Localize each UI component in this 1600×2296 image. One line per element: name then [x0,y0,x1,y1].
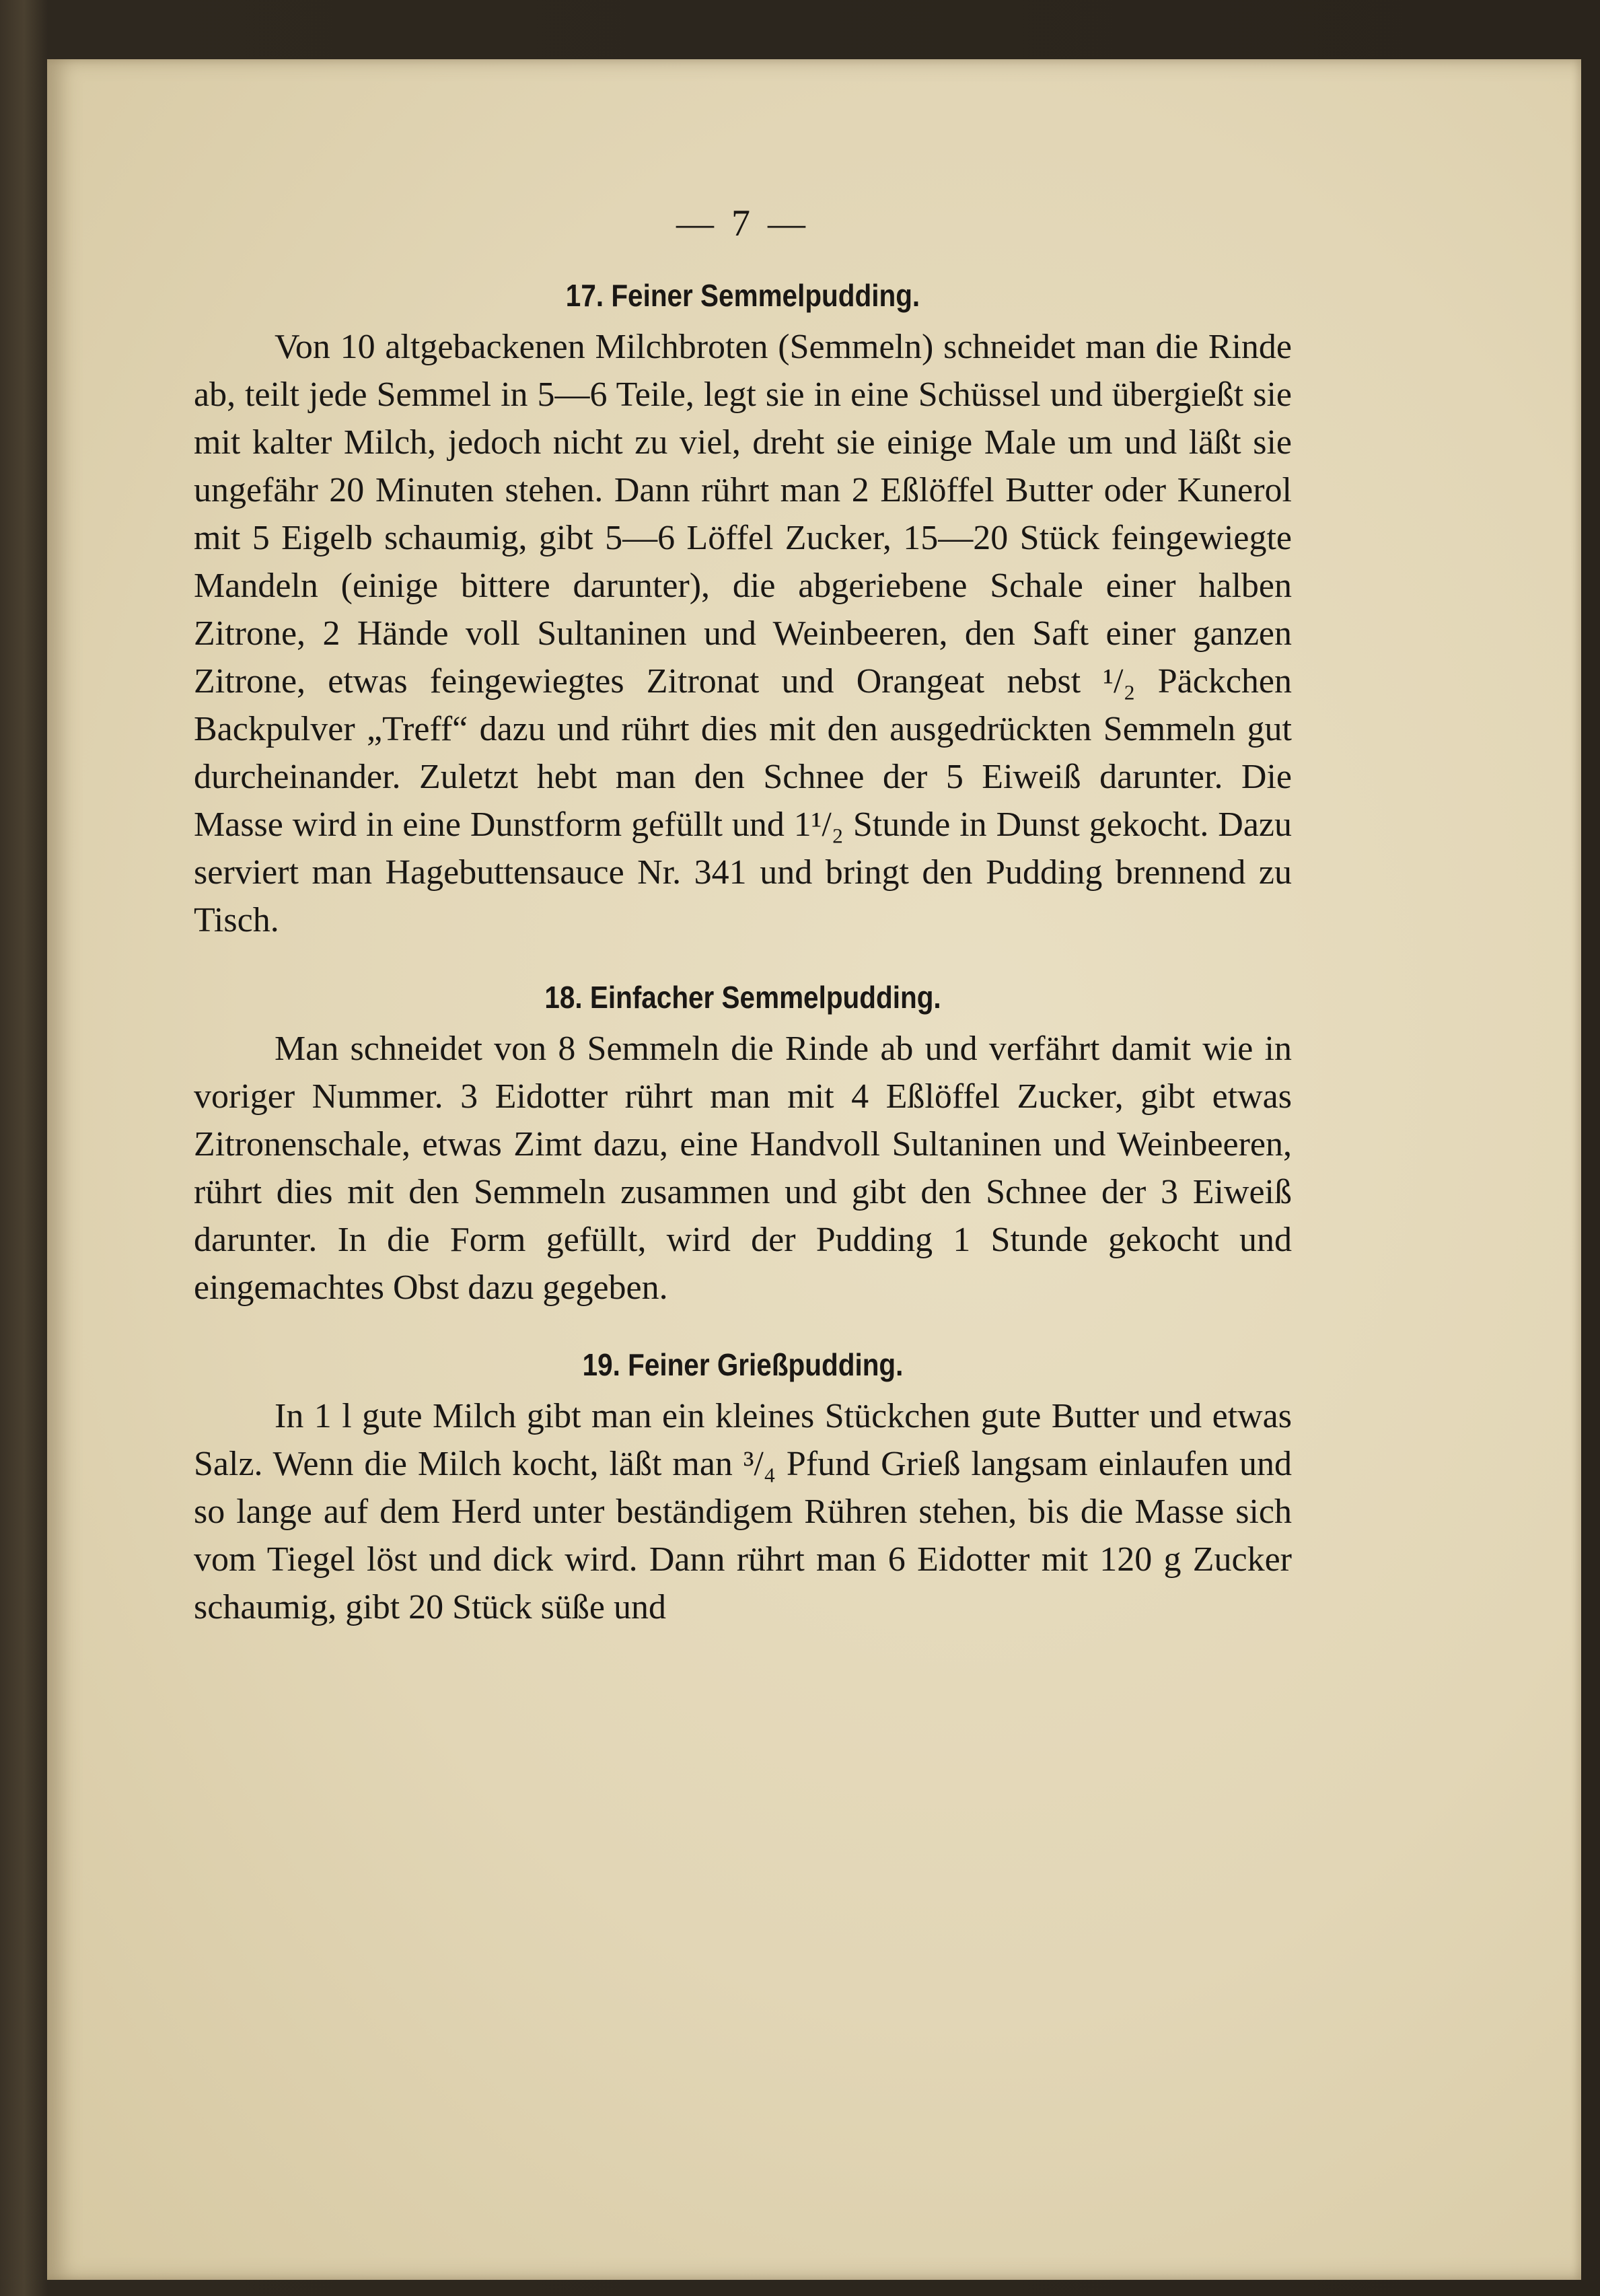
recipe-text: Von 10 altgebackenen Milchbroten (Semmeln) schneidet man die Rinde ab, teilt jede Semmel in 5—6 Teile, legt sie in eine Schüssel und übergießt sie mit kalter Milch, jedoch nicht zu viel, dreht sie einige Male um und läßt sie ungefähr 20 Minuten stehen. Dann rührt man 2 Eßlöffel Butter oder Kunerol mit 5 Eigelb schaumig, gibt 5—6 Löffel Zucker, 15—20 Stück feingewiegte Mandeln (einige bittere darunter), die abgeriebene Schale einer halben Zitrone, 2 Hände voll Sultaninen und Weinbeeren, den Saft einer ganzen Zitrone, etwas feingewiegtes Zitronat und Orangeat nebst ¹/₂ Päckchen Backpulver „Treff“ dazu und rührt dies mit den ausgedrückten Semmeln gut durcheinander. Zuletzt hebt man den Schnee der 5 Eiweiß darunter. Die Masse wird in eine Dunstform gefüllt und 1¹/₂ Stunde in Dunst gekocht. Dazu serviert man Hagebuttensauce Nr. 341 und bringt den Pudding brennend zu Tisch. [194,328,1292,939]
recipe-17 [194,272,1292,944]
recipe-heading: 19. Feiner Grießpudding. [582,1347,904,1382]
page-content [194,202,1292,1661]
recipe-text: Man schneidet von 8 Semmeln die Rinde ab und verfährt damit wie in voriger Nummer. 3 Eidotter rührt man mit 4 Eßlöffel Zucker, gibt etwas Zitronenschale, etwas Zimt dazu, eine Handvoll Sultaninen und Weinbeeren, rührt dies mit den Semmeln zusammen und gibt den Schnee der 3 Eiweiß darunter. In die Form gefüllt, wird der Pudding 1 Stunde gekocht und eingemachtes Obst dazu gegeben. [194,1030,1292,1307]
recipe-18 [194,974,1292,1312]
recipe-text: In 1 l gute Milch gibt man ein kleines Stückchen gute Butter und etwas Salz. Wenn die Milch kocht, läßt man ³/₄ Pfund Grieß langsam einlaufen und so lange auf dem Herd unter beständigem Rühren stehen, bis die Masse sich vom Tiegel löst und dick wird. Dann rührt man 6 Eidotter mit 120 g Zucker schaumig, gibt 20 Stück süße und [194,1397,1292,1626]
page-number: — 7 — [676,203,809,244]
recipe-heading: 17. Feiner Semmelpudding. [565,278,920,313]
recipe-19 [194,1341,1292,1631]
recipe-heading: 18. Einfacher Semmelpudding. [544,980,941,1015]
